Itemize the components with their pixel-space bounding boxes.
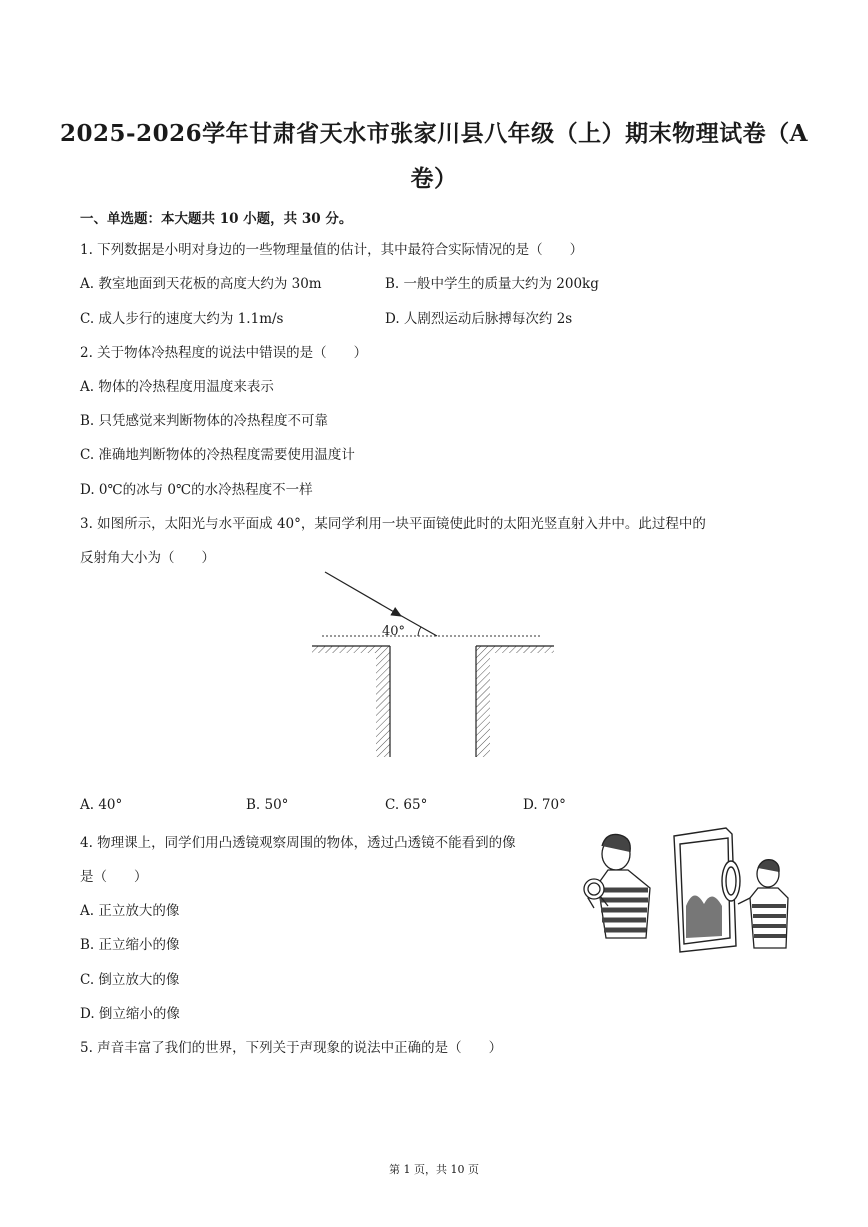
- q3-stem-line2: 反射角大小为（ ）: [80, 550, 215, 566]
- q1-option-d: D. 人剧烈运动后脉搏每次约 2s: [385, 311, 573, 327]
- q3-option-c: C. 65°: [385, 797, 428, 813]
- q4-option-b: B. 正立缩小的像: [80, 937, 180, 953]
- q4-option-d: D. 倒立缩小的像: [80, 1006, 180, 1022]
- student-with-lens: [584, 834, 650, 938]
- exam-title-line1: 2025-2026学年甘肃省天水市张家川县八年级（上）期末物理试卷（A: [60, 120, 808, 147]
- sun-ray: [325, 572, 401, 616]
- angle-label: 40°: [382, 624, 406, 639]
- well-mirror-diagram: [300, 565, 560, 769]
- q4-option-c: C. 倒立放大的像: [80, 972, 180, 988]
- q2-stem: 2. 关于物体冷热程度的说法中错误的是（ ）: [80, 345, 368, 361]
- q1-stem: 1. 下列数据是小明对身边的一些物理量值的估计，其中最符合实际情况的是（ ）: [80, 242, 584, 258]
- window-frame: [674, 828, 740, 952]
- q4-stem-line1: 4. 物理课上，同学们用凸透镜观察周围的物体，透过凸透镜不能看到的像: [80, 835, 516, 851]
- exam-title-line2: 卷）: [410, 165, 458, 192]
- q3-option-b: B. 50°: [246, 797, 289, 813]
- q3-stem-line1: 3. 如图所示，太阳光与水平面成 40°，某同学利用一块平面镜使此时的太阳光竖直射入井中。此过程中的: [80, 516, 706, 532]
- convex-lens-illustration: [576, 826, 794, 960]
- student-right: [738, 860, 788, 948]
- q2-option-c: C. 准确地判断物体的冷热程度需要使用温度计: [80, 447, 355, 463]
- angle-arc: [418, 627, 421, 636]
- q3-option-d: D. 70°: [523, 797, 566, 813]
- q1-option-a: A. 教室地面到天花板的高度大约为 30m: [80, 276, 322, 292]
- q5-stem: 5. 声音丰富了我们的世界，下列关于声现象的说法中正确的是（ ）: [80, 1040, 503, 1056]
- section-heading: 一、单选题：本大题共 10 小题，共 30 分。: [80, 211, 353, 227]
- q3-option-a: A. 40°: [80, 797, 123, 813]
- page-footer: 第 1 页，共 10 页: [389, 1163, 479, 1176]
- q2-option-b: B. 只凭感觉来判断物体的冷热程度不可靠: [80, 413, 329, 429]
- q4-stem-line2: 是（ ）: [80, 869, 148, 885]
- q1-option-c: C. 成人步行的速度大约为 1.1m/s: [80, 311, 284, 327]
- q2-option-a: A. 物体的冷热程度用温度来表示: [80, 379, 274, 395]
- q4-option-a: A. 正立放大的像: [80, 903, 180, 919]
- q1-option-b: B. 一般中学生的质量大约为 200kg: [385, 276, 599, 292]
- q2-option-d: D. 0℃的冰与 0℃的水冷热程度不一样: [80, 482, 313, 498]
